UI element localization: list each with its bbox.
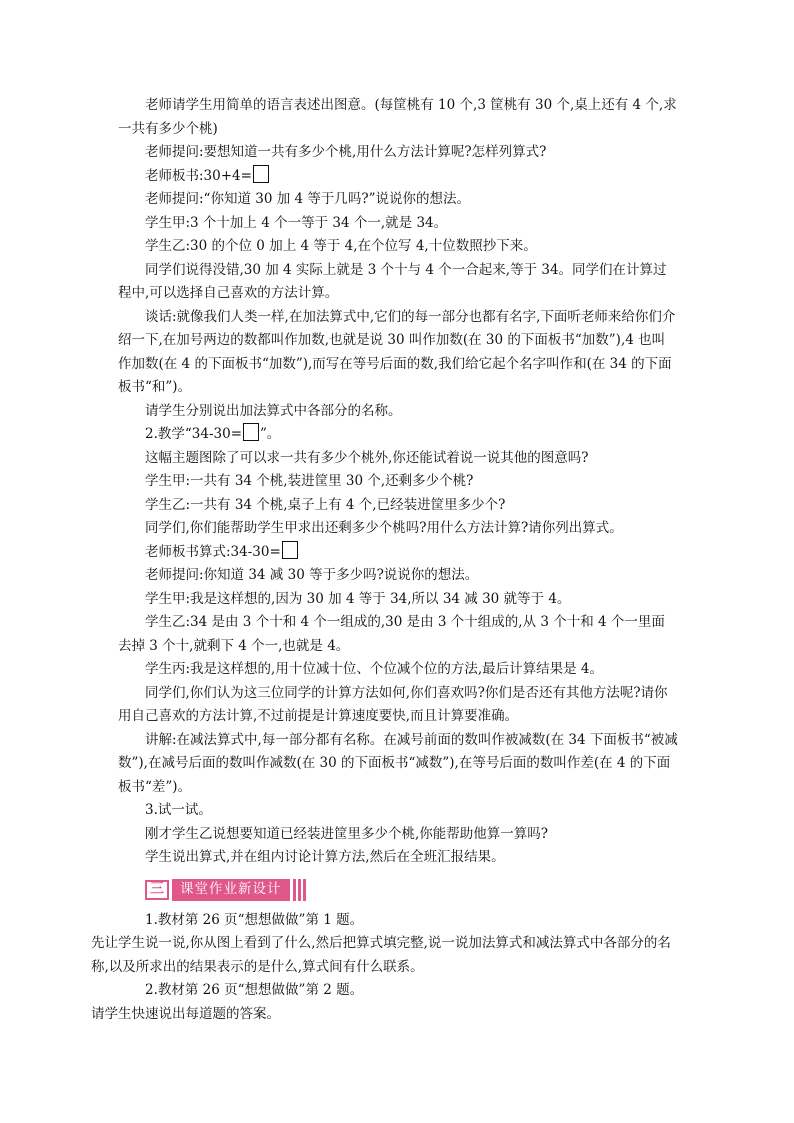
formula-text: 2.教学“34-30= <box>145 426 243 442</box>
paragraph: 学生甲:一共有 34 个桃,装进筐里 30 个,还剩多少个桃? <box>145 473 474 489</box>
paragraph: 老师提问:你知道 34 减 30 等于多少吗?说说你的想法。 <box>145 567 479 583</box>
paragraph: 学生甲:3 个十加上 4 个一等于 34 个一,就是 34。 <box>145 214 448 231</box>
paragraph: 谈话:就像我们人类一样,在加法算式中,它们的每一部分也都有名字,下面听老师来给你们介绍一下,在加号两边的数都叫作加数,也就是说 30 叫作加数(在 30 的下面板书“加数”),4 也叫作加数(在 4 的下面板书“加数”),而写在等号后面的数,我们给它起个名字叫作和(在 34 的下面板书“和”)。 <box>118 308 676 395</box>
paragraph <box>118 165 678 189</box>
formula-text: 老师板书算式:34-30= <box>145 543 281 560</box>
paragraph: 3.试一试。 <box>145 802 212 818</box>
formula-tail: ”。 <box>260 426 281 442</box>
section-number: 三 <box>145 880 169 900</box>
paragraph: 同学们,你们认为这三位同学的计算方法如何,你们喜欢吗?你们是否还有其他方法呢?请你用自己喜欢的方法计算,不过前提是计算速度要快,而且计算要准确。 <box>118 684 668 724</box>
document-page <box>91 94 678 1026</box>
paragraph <box>118 423 678 447</box>
paragraph: 刚才学生乙说想要知道已经装进筐里多少个桃,你能帮助他算一算吗? <box>145 825 549 842</box>
paragraph: 老师请学生用简单的语言表述出图意。(每筐桃有 10 个,3 筐桃有 30 个,桌上还有 4 个,求一共有多少个桃) <box>118 97 677 137</box>
paragraph: 学生甲:我是这样想的,因为 30 加 4 等于 34,所以 34 减 30 就等于 4。 <box>145 590 571 607</box>
task-body: 先让学生说一说,你从图上看到了什么,然后把算式填完整,说一说加法算式和减法算式中各部分的名称,以及所求出的结果表示的是什么,算式间有什么联系。 <box>91 935 671 975</box>
section-banner <box>145 879 335 901</box>
answer-box <box>243 423 259 441</box>
paragraph: 学生乙:30 的个位 0 加上 4 等于 4,在个位写 4,十位数照抄下来。 <box>145 238 537 254</box>
paragraph: 同学们,你们能帮助学生甲求出还剩多少个桃吗?用什么方法计算?请你列出算式。 <box>145 520 623 536</box>
paragraph: 学生说出算式,并在组内讨论计算方法,然后在全班汇报结果。 <box>145 849 505 865</box>
homework-tasks <box>91 909 678 1027</box>
paragraph: 请学生分别说出加法算式中各部分的名称。 <box>145 402 402 419</box>
formula-text: 老师板书:30+4= <box>145 167 252 184</box>
answer-box <box>253 165 269 183</box>
section-title: 课堂作业新设计 <box>172 879 290 901</box>
paragraph: 讲解:在减法算式中,每一部分都有名称。在减号前面的数叫作被减数(在 34 下面板书“被减数”),在减号后面的数叫作减数(在 30 的下面板书“减数”),在等号后面的数叫作差(在 4 的下面板书“差”)。 <box>118 731 678 795</box>
task-heading: 1.教材第 26 页“想想做做”第 1 题。 <box>145 911 364 928</box>
lesson-paragraphs <box>118 94 678 870</box>
paragraph: 学生乙:一共有 34 个桃,桌子上有 4 个,已经装进筐里多少个? <box>145 496 506 513</box>
paragraph: 学生乙:34 是由 3 个十和 4 个一组成的,30 是由 3 个十组成的,从 3 个十和 4 个一里面去掉 3 个十,就剩下 4 个一,也就是 4。 <box>118 614 665 654</box>
paragraph <box>118 541 678 565</box>
task-heading: 2.教材第 26 页“想想做做”第 2 题。 <box>145 982 364 998</box>
paragraph: 这幅主题图除了可以求一共有多少个桃外,你还能试着说一说其他的图意吗? <box>145 449 589 466</box>
paragraph: 老师提问:要想知道一共有多少个桃,用什么方法计算呢?怎样列算式? <box>145 144 547 160</box>
answer-box <box>282 541 298 559</box>
paragraph: 同学们说得没错,30 加 4 实际上就是 3 个十与 4 个一合起来,等于 34。同学们在计算过程中,可以选择自己喜欢的方法计算。 <box>118 261 667 301</box>
task-body: 请学生快速说出每道题的答案。 <box>91 1005 280 1022</box>
paragraph: 学生丙:我是这样想的,用十位减十位、个位减个位的方法,最后计算结果是 4。 <box>145 661 604 677</box>
banner-decoration <box>293 879 308 901</box>
paragraph: 老师提问:“你知道 30 加 4 等于几吗?”说说你的想法。 <box>145 191 471 207</box>
